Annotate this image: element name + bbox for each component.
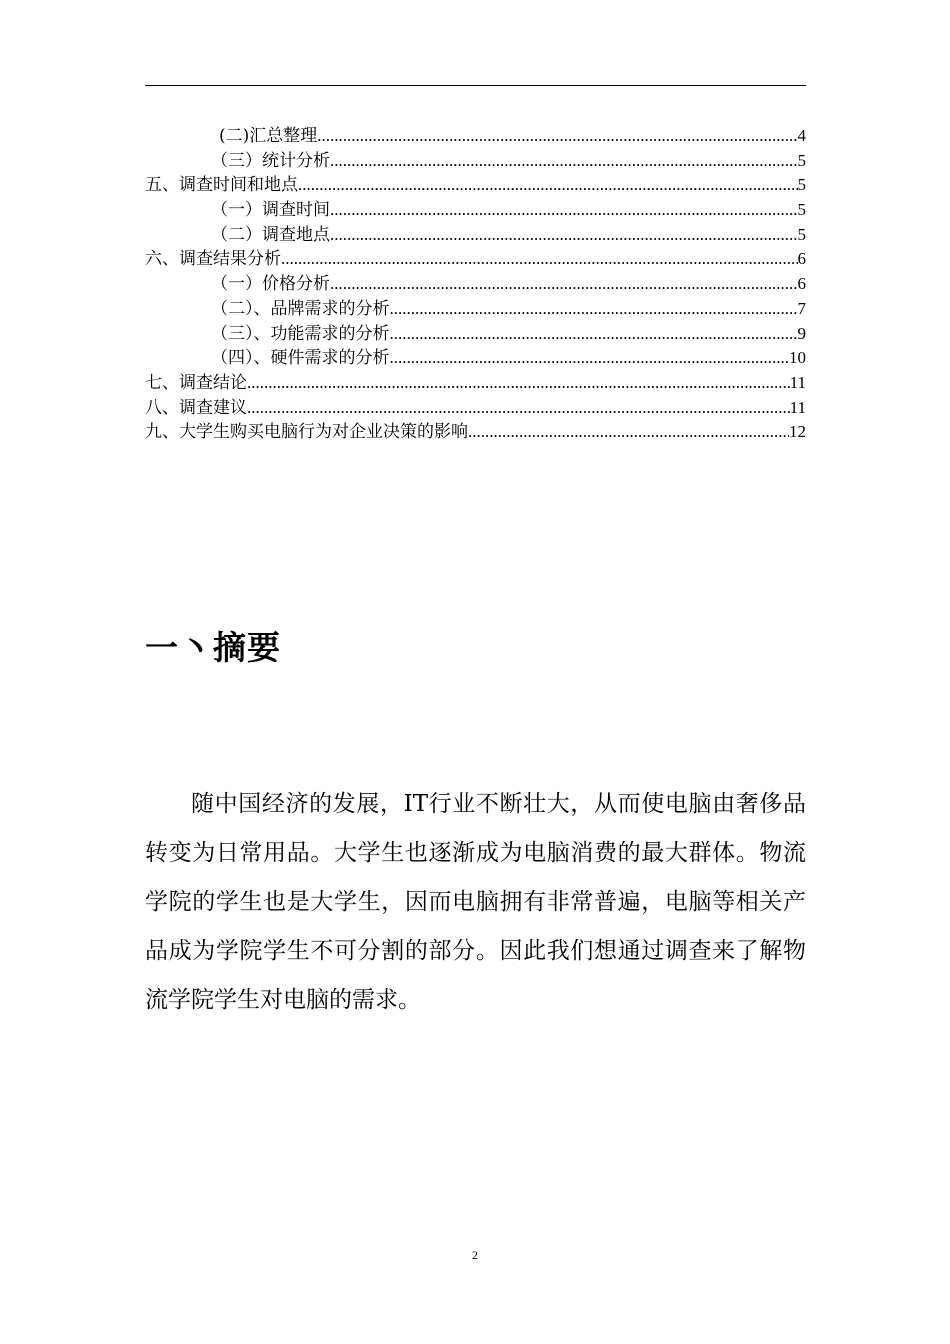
toc-entry-label: （一）价格分析 (211, 274, 330, 295)
header-rule (145, 85, 806, 86)
toc-leader-dots (468, 420, 789, 445)
toc-leader-dots (247, 396, 790, 421)
toc-entry[interactable] (145, 396, 806, 421)
toc-entry-label: 八、调查建议 (145, 397, 247, 418)
toc-entry[interactable] (145, 149, 806, 174)
toc-leader-dots (330, 223, 798, 248)
section-heading: 一丶摘要 (145, 628, 281, 667)
toc-entry-page: 4 (797, 126, 806, 145)
toc-entry-label: 六、调查结果分析 (145, 249, 281, 270)
toc-entry[interactable] (145, 124, 806, 149)
toc-entry-page: 6 (797, 249, 806, 269)
toc-leader-dots (247, 371, 790, 396)
toc-entry[interactable] (145, 346, 806, 371)
toc-entry-page: 7 (797, 298, 806, 318)
toc-leader-dots (317, 124, 797, 149)
toc-entry-page: 5 (797, 175, 806, 195)
toc-leader-dots (281, 247, 798, 272)
toc-entry-label: （二）调查地点 (211, 224, 330, 245)
toc-entry[interactable] (145, 223, 806, 248)
toc-entry-page: 10 (789, 348, 806, 368)
abstract-paragraph: 随中国经济的发展，IT行业不断壮大，从而使电脑由奢侈品转变为日常用品。大学生也逐渐成为电脑消费的最大群体。物流学院的学生也是大学生，因而电脑拥有非常普遍，电脑等相关产品成为学院学生不可分割的部分。因此我们想通过调查来了解物流学院学生对电脑的需求。 (145, 791, 806, 1013)
page-number: 2 (472, 1248, 478, 1262)
toc-leader-dots (390, 346, 790, 371)
toc-entry-label: 七、调查结论 (145, 372, 247, 393)
toc-entry-page: 5 (797, 150, 806, 170)
toc-entry-page: 5 (797, 200, 806, 220)
toc-entry-label: （三）、功能需求的分析 (211, 323, 390, 344)
toc-leader-dots (330, 149, 798, 174)
toc-entry[interactable] (145, 198, 806, 223)
toc-leader-dots (298, 173, 798, 198)
toc-entry[interactable] (145, 173, 806, 198)
toc-entry-label: （四）、硬件需求的分析 (211, 348, 390, 369)
toc-entry-page: 11 (789, 397, 806, 417)
toc-entry[interactable] (145, 322, 806, 347)
toc-entry-page: 12 (789, 422, 806, 442)
toc-entry[interactable] (145, 247, 806, 272)
toc-entry-page: 5 (797, 224, 806, 244)
toc-entry[interactable] (145, 420, 806, 445)
toc-entry-label: (二)汇总整理 (219, 126, 318, 146)
toc-entry[interactable] (145, 272, 806, 297)
toc-entry[interactable] (145, 371, 806, 396)
toc-entry-label: （三）统计分析 (211, 150, 330, 171)
table-of-contents (145, 124, 806, 445)
toc-entry-page: 11 (789, 372, 806, 392)
toc-entry-label: （一）调查时间 (211, 200, 330, 221)
toc-entry-page: 6 (797, 274, 806, 294)
toc-leader-dots (330, 198, 798, 223)
toc-leader-dots (390, 322, 798, 347)
toc-entry-label: 九、大学生购买电脑行为对企业决策的影响 (145, 422, 468, 443)
toc-entry[interactable] (145, 297, 806, 322)
toc-leader-dots (390, 297, 798, 322)
toc-entry-label: 五、调查时间和地点 (145, 175, 298, 196)
toc-leader-dots (330, 272, 798, 297)
toc-entry-label: （二）、品牌需求的分析 (211, 298, 390, 319)
toc-entry-page: 9 (797, 323, 806, 343)
